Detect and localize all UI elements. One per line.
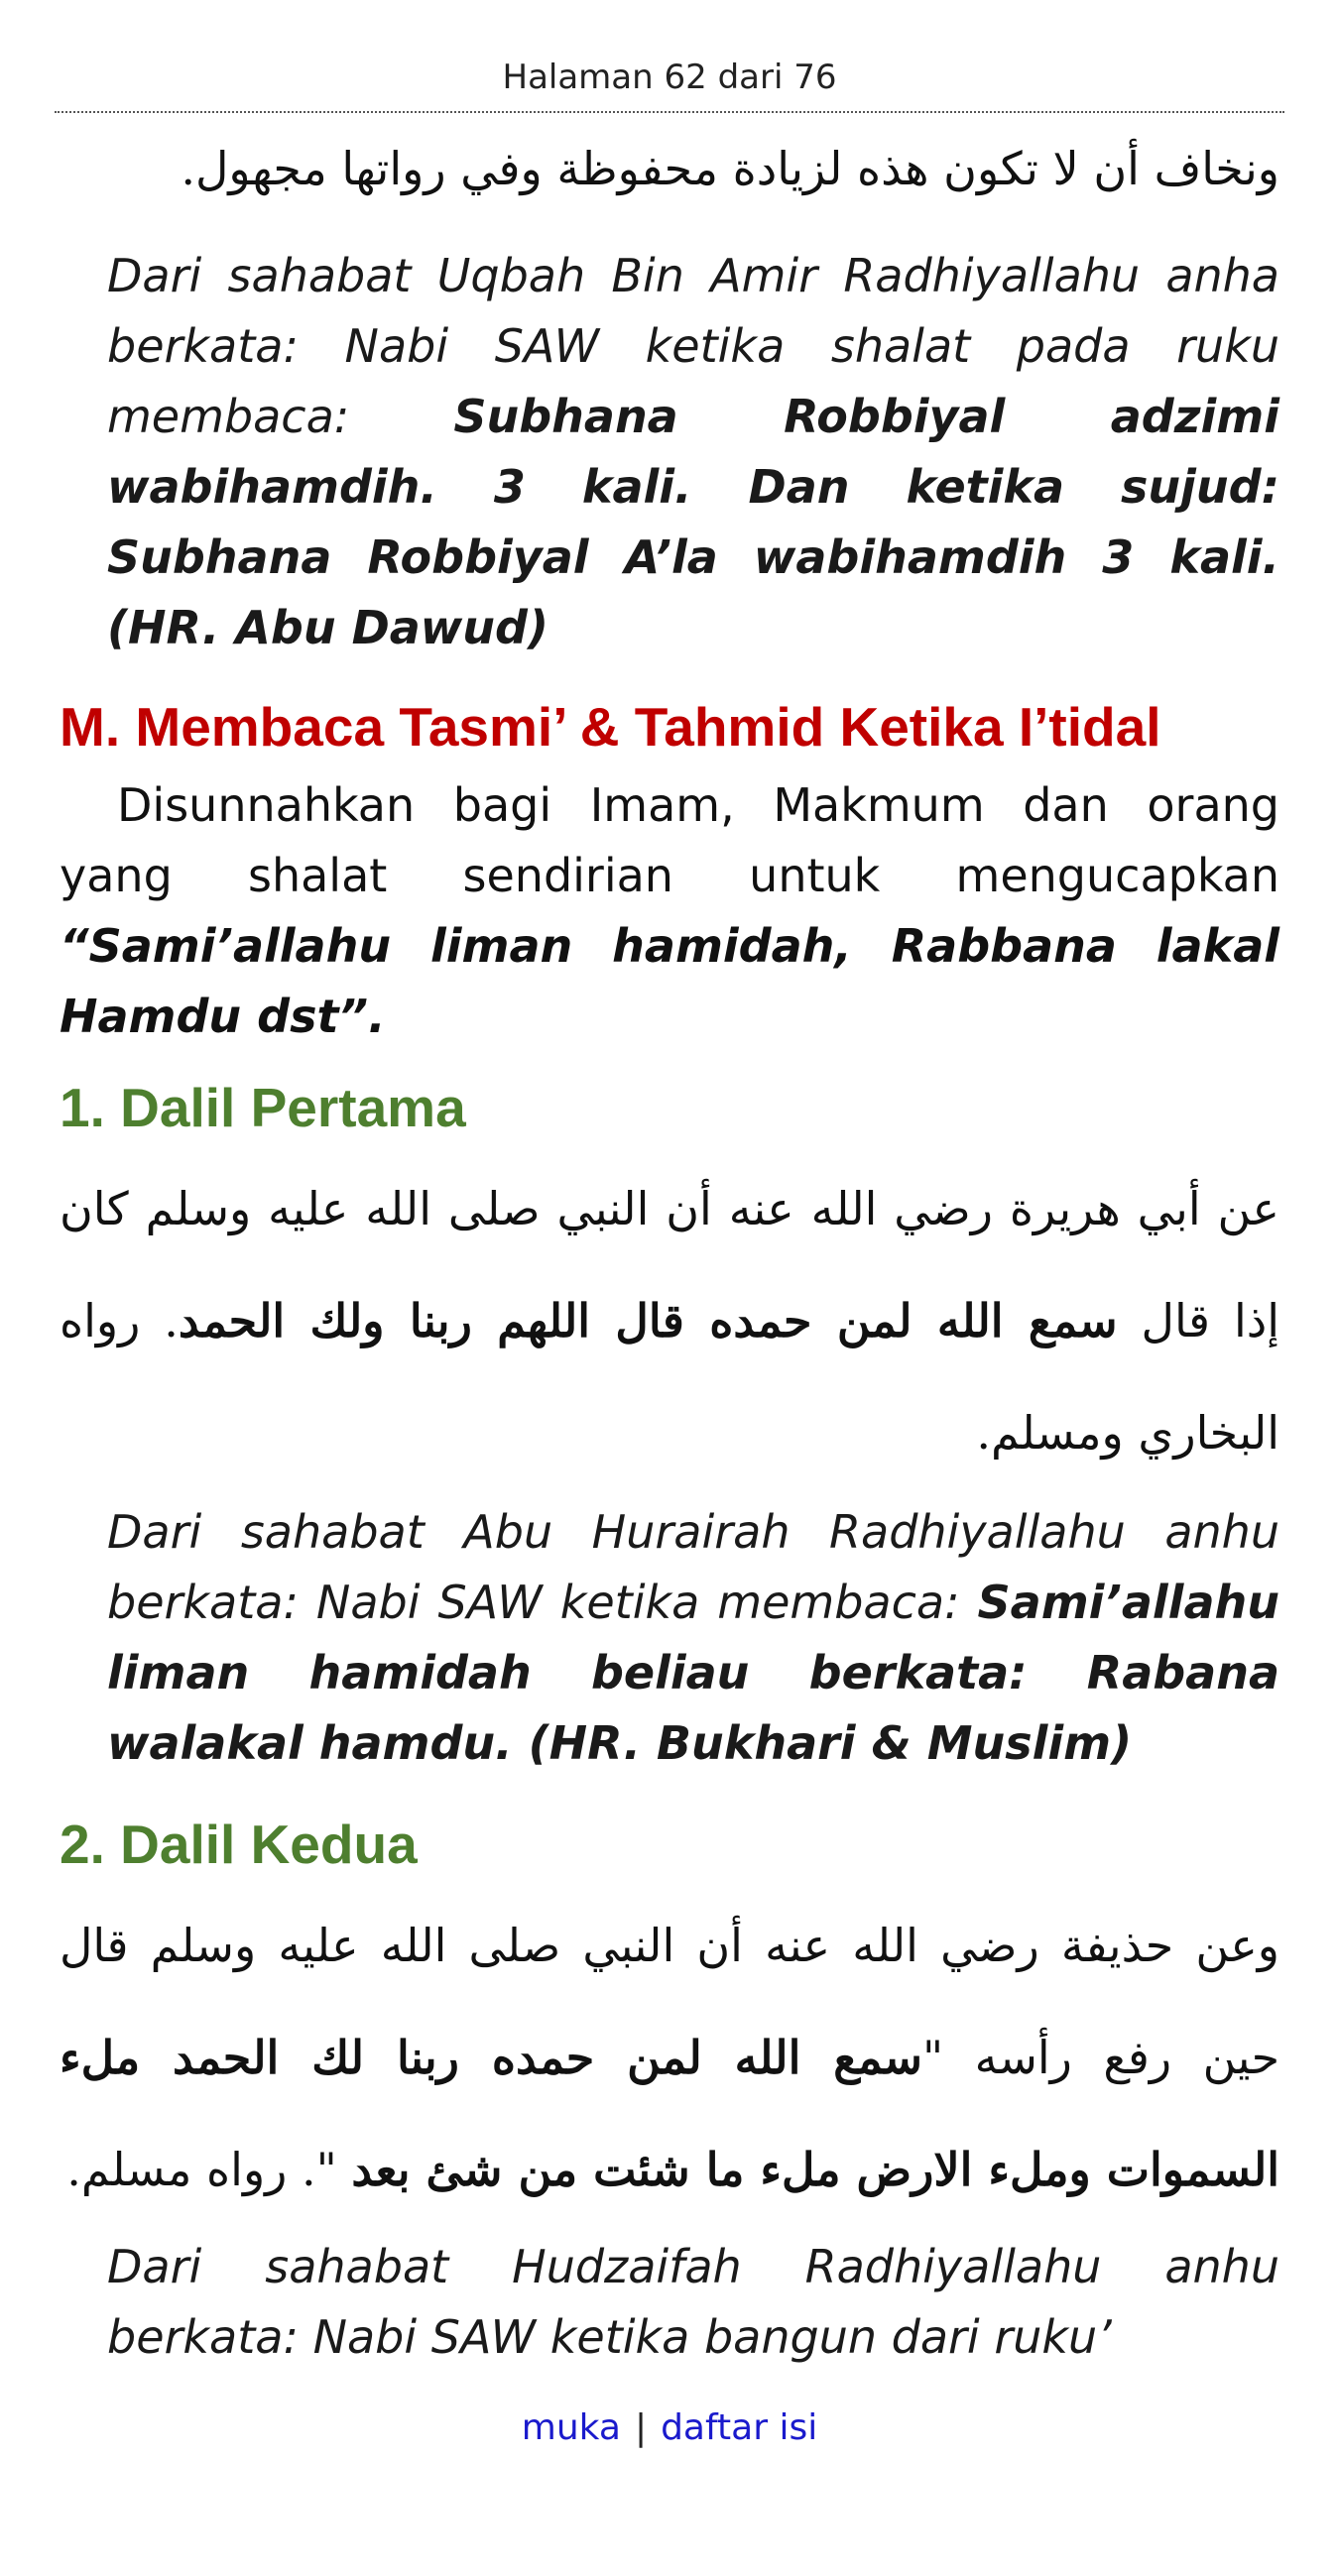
page-number-header: Halaman 62 dari 76 bbox=[502, 58, 837, 97]
arabic-dalil-kedua-bold: سمع الله لمن حمده ربنا لك الحمد ملء السموات وملء الارض ملء ما شئت من شئ بعد bbox=[60, 2031, 1279, 2196]
translation-hudzaifah bbox=[107, 2232, 1279, 2373]
arabic-dalil-kedua-pre: وعن حذيفة رضي الله عنه أن النبي صلى الله عليه وسلم قال حين رفع رأسه " bbox=[60, 1919, 1280, 2084]
arabic-dalil-kedua-post: ". رواه مسلم. bbox=[66, 2143, 352, 2196]
section-m-paragraph bbox=[60, 770, 1279, 1052]
arabic-dalil-kedua bbox=[60, 1890, 1279, 2226]
heading-dalil-kedua: 2. Dalil Kedua bbox=[60, 1814, 418, 1875]
arabic-dalil-pertama-pre: عن أبي هريرة رضي الله عنه أن النبي صلى الله عليه وسلم كان إذا قال bbox=[60, 1182, 1280, 1347]
translation-uqbah-plain: Dari sahabat Uqbah Bin Amir Radhiyallahu anha berkata: Nabi SAW ketika shalat pada ruku membaca: bbox=[107, 249, 1279, 443]
header-divider bbox=[55, 111, 1284, 113]
arabic-dalil-pertama-post: . رواه البخاري ومسلم. bbox=[60, 1294, 1279, 1460]
arabic-tail: ونخاف أن لا تكون هذه لزيادة محفوظة وفي رواتها مجهول. bbox=[181, 142, 1279, 195]
arabic-dalil-pertama bbox=[60, 1153, 1279, 1489]
footer-navigation bbox=[0, 2407, 1339, 2448]
page-content bbox=[60, 124, 1279, 2373]
translation-uqbah-bold: Subhana Robbiyal adzimi wabihamdih. 3 kali. Dan ketika sujud: Subhana Robbiyal A’la wabihamdih 3 kali. (HR. Abu Dawud) bbox=[107, 390, 1279, 654]
section-heading-m: M. Membaca Tasmi’ & Tahmid Ketika I’tidal bbox=[60, 696, 1161, 758]
translation-uqbah bbox=[107, 241, 1279, 663]
section-m-paragraph-bold: “Sami’allahu liman hamidah, Rabbana lakal Hamdu dst”. bbox=[60, 919, 1279, 1043]
section-m-paragraph-plain: Disunnahkan bagi Imam, Makmum dan orang yang shalat sendirian untuk mengucapkan bbox=[60, 778, 1279, 902]
footer-separator: | bbox=[634, 2407, 648, 2448]
translation-abu-hurairah-plain: Dari sahabat Abu Hurairah Radhiyallahu anhu berkata: Nabi SAW ketika membaca: bbox=[107, 1505, 1279, 1629]
translation-abu-hurairah-bold: Sami’allahu liman hamidah beliau berkata: Rabana walakal hamdu. (HR. Bukhari & Muslim) bbox=[107, 1576, 1279, 1770]
translation-abu-hurairah bbox=[107, 1497, 1279, 1779]
home-link[interactable]: muka bbox=[521, 2407, 621, 2448]
arabic-dalil-pertama-bold: سمع الله لمن حمده قال اللهم ربنا ولك الحمد bbox=[178, 1294, 1118, 1347]
arabic-text-continuation bbox=[60, 124, 1279, 213]
table-of-contents-link[interactable]: daftar isi bbox=[661, 2407, 818, 2448]
translation-hudzaifah-plain: Dari sahabat Hudzaifah Radhiyallahu anhu berkata: Nabi SAW ketika bangun dari ruku’ bbox=[107, 2240, 1279, 2364]
heading-dalil-pertama: 1. Dalil Pertama bbox=[60, 1077, 466, 1138]
